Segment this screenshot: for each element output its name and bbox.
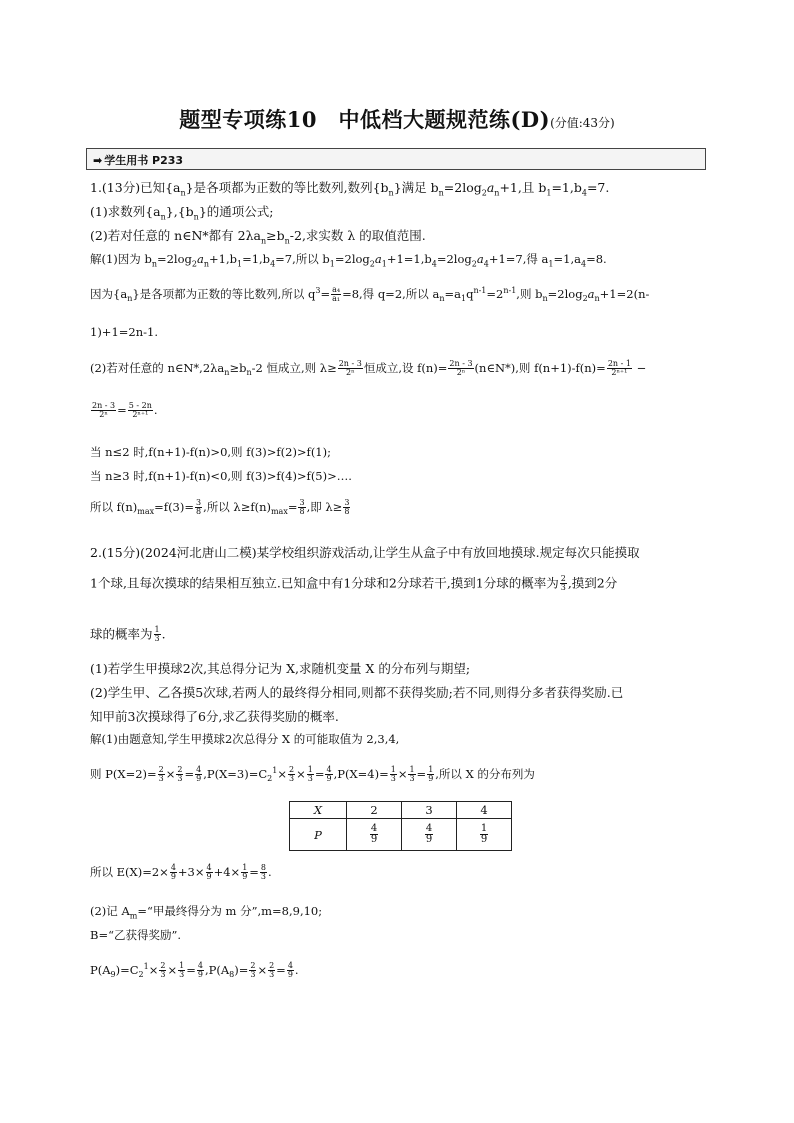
arrow-right-icon: ➡ <box>93 154 103 167</box>
fraction: $\frac{2}{3}$ <box>250 961 256 980</box>
fraction: $\frac{2}{3}$ <box>158 765 164 784</box>
fraction: $\frac{4}{9}$ <box>196 765 202 784</box>
fraction: $\frac{2n - 3}{\text{2ⁿ}}$ <box>92 401 116 420</box>
fraction: $\frac{2n - 1}{\text{2ⁿ⁺¹}}$ <box>607 359 631 378</box>
problem2-question1: (1)若学生甲摸球2次,其总得分记为 X,求随机变量 X 的分布列与期望; <box>90 661 471 676</box>
fraction: $\frac{\text{a₄}}{\text{a₁}}$ <box>332 285 341 304</box>
problem2-question2a: (2)学生甲、乙各摸5次球,若两人的最终得分相同,则都不获得奖励;若不同,则得分多者获得奖励.已 <box>90 685 624 700</box>
section-banner <box>86 148 706 170</box>
fraction: $\frac{2}{3}$ <box>289 765 295 784</box>
fraction: $\frac{3}{8}$ <box>196 498 202 517</box>
fraction: $\frac{5 - 2n}{\text{2ⁿ⁺¹}}$ <box>128 401 152 420</box>
table-cell: $\frac{4}{9}$ <box>347 819 402 851</box>
score-note: (分值:43分) <box>550 116 615 130</box>
problem2-stem-line1: 2.(15分)(2024河北唐山二模)某学校组织游戏活动,让学生从盒子中有放回地摸球.规定每次只能摸取 <box>90 545 640 560</box>
fraction: $\frac{1}{3}$ <box>179 961 185 980</box>
fraction: $\frac{2}{3}$ <box>269 961 275 980</box>
table-row <box>290 802 512 819</box>
problem1-solution-line2: 因为$\{a_n\}$是各项都为正数的等比数列,所以 $q^3=$ $\frac{\text{a₄}}{\text{a₁}}$ =8,得 q=2,所以 $a_n=a_1q^{n-1}=2^{n-1}$,则 $b_n=2\log_2a_n+1=2(n-$ <box>90 285 650 304</box>
table-cell: 2 <box>347 802 402 819</box>
fraction: $\frac{1}{9}$ <box>242 863 248 882</box>
fraction: $\frac{3}{8}$ <box>299 498 305 517</box>
fraction: $\frac{4}{9}$ <box>287 961 293 980</box>
fraction: $\frac{4}{9}$ <box>197 961 203 980</box>
problem1-solution-line8: 所以 $f(n)_{max}=f(3)=$ $\frac{3}{8}$ ,所以 $\lambda\ge f(n)_{max}=$ $\frac{3}{8}$ ,即 λ≥ $\frac{3}{8}$ <box>90 498 350 517</box>
fraction: $\frac{2}{3}$ <box>160 961 166 980</box>
problem2-solution-line5: B=“乙获得奖励”. <box>90 928 181 942</box>
fraction: $\frac{3}{8}$ <box>344 498 350 517</box>
page-title <box>0 104 794 134</box>
problem1-solution-line6: 当 n≤2 时,f(n+1)-f(n)>0,则 f(3)>f(2)>f(1); <box>90 445 331 459</box>
fraction: $\frac{1}{3}$ <box>154 625 160 644</box>
fraction: $\frac{8}{3}$ <box>260 863 267 882</box>
fraction: $\frac{4}{9}$ <box>170 863 176 882</box>
distribution-table <box>289 801 512 851</box>
problem2-question2b: 知甲前3次摸球得了6分,求乙获得奖励的概率. <box>90 709 339 724</box>
table-row <box>290 819 512 851</box>
problem1-question1: (1)求数列$\{a_n\},\{b_n\}$的通项公式; <box>90 204 274 222</box>
table-cell: $\frac{1}{9}$ <box>457 819 512 851</box>
problem2-solution-line6: $P(A_9)=C_2^1\times$ $\frac{2}{3}$ × $\frac{1}{3}$ = $\frac{4}{9}$ $,P(A_8)=$ $\frac{2}{3}$ × $\frac{2}{3}$ = $\frac{4}{9}$ . <box>90 961 299 980</box>
problem2-solution-line3: 所以 E(X)=2× $\frac{4}{9}$ +3× $\frac{4}{9}$ +4× $\frac{1}{9}$ = $\frac{8}{3}$ . <box>90 863 272 882</box>
table-cell: X <box>290 802 347 819</box>
problem2-stem-line3: 球的概率为 $\frac{1}{3}$ . <box>90 625 166 644</box>
problem1-stem: 1.(13分)已知$\{a_n\}$是各项都为正数的等比数列,数列$\{b_n\}$满足 $b_n=2\log_2a_n+1$,且 $b_1=1,b_4=7$. <box>90 180 610 198</box>
problem2-solution-line1: 解(1)由题意知,学生甲摸球2次总得分 X 的可能取值为 2,3,4, <box>90 732 400 746</box>
problem2-solution-line2: 则 P(X=2)= $\frac{2}{3}$ × $\frac{2}{3}$ = $\frac{4}{9}$ $,P(X=3)=C_2^1\times$ $\frac{2}{3}$ × $\frac{1}{3}$ = $\frac{4}{9}$ ,P(X=4)= $\frac{1}{3}$ × $\frac{1}{3}$ = $\frac{1}{9}$ ,所以 X 的分布列为 <box>90 765 535 784</box>
problem1-solution-line1: 解(1)因为 $b_n=2\log_2a_n+1,b_1=1,b_4=7$,所以 $b_1=2\log_2a_1+1=1,b_4=2\log_2a_4+1=7$,得 $a_1=1,a_4=8$. <box>90 252 607 269</box>
title-text: 题型专项练10 中低档大题规范练(D) <box>179 107 551 132</box>
fraction: $\frac{2}{3}$ <box>177 765 183 784</box>
fraction: $\frac{4}{9}$ <box>326 765 332 784</box>
table-cell: P <box>290 819 347 851</box>
table-cell: $\frac{4}{9}$ <box>402 819 457 851</box>
problem2-solution-line4: (2)记 $A_m=“$甲最终得分为 m 分”,m=8,9,10; <box>90 904 323 921</box>
problem1-solution-line7: 当 n≥3 时,f(n+1)-f(n)<0,则 f(3)>f(4)>f(5)>…. <box>90 469 352 483</box>
banner-label: ➡ 学生用书 P233 <box>93 154 184 167</box>
fraction: $\frac{1}{3}$ <box>307 765 313 784</box>
problem1-solution-line4: (2)若对任意的 $n\in N*,2\lambda a_n\ge b_n-2$ 恒成立,则 λ≥ $\frac{2n - 3}{\text{2ⁿ}}$ 恒成立,设 f(n)= $\frac{2n - 3}{\text{2ⁿ}}$ (n∈N*),则 f(n+1)-f(n)= $\frac{2n - 1}{\text{2ⁿ⁺¹}}$ − <box>90 359 647 378</box>
table-cell: 3 <box>402 802 457 819</box>
problem1-question2: (2)若对任意的 n∈N*都有 $2\lambda a_n\ge b_n-2$,求实数 λ 的取值范围. <box>90 228 426 246</box>
table-cell: 4 <box>457 802 512 819</box>
fraction: $\frac{2}{3}$ <box>560 574 566 593</box>
fraction: $\frac{1}{3}$ <box>409 765 415 784</box>
fraction: $\frac{4}{9}$ <box>206 863 212 882</box>
problem1-solution-line5: $\frac{2n - 3}{\text{2ⁿ}}$ = $\frac{5 - 2n}{\text{2ⁿ⁺¹}}$ . <box>92 401 158 420</box>
fraction: $\frac{2n - 3}{\text{2ⁿ}}$ <box>449 359 473 378</box>
problem2-stem-line2: 1个球,且每次摸球的结果相互独立.已知盒中有1分球和2分球若干,摸到1分球的概率为 $\frac{2}{3}$ ,摸到2分 <box>90 574 618 593</box>
fraction: $\frac{2n - 3}{\text{2ⁿ}}$ <box>338 359 362 378</box>
fraction: $\frac{1}{9}$ <box>428 765 434 784</box>
problem1-solution-line3: 1)+1=2n-1. <box>90 325 158 339</box>
fraction: $\frac{1}{3}$ <box>390 765 396 784</box>
